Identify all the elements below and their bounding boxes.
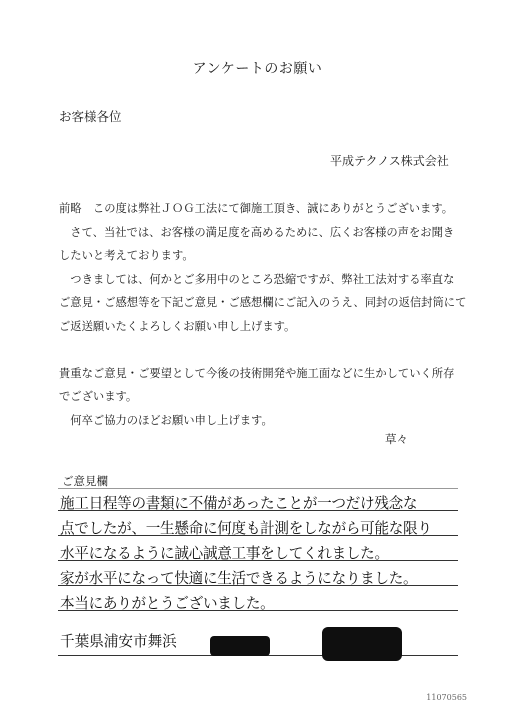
- feedback-section-label: ご意見欄: [62, 474, 108, 488]
- letter-body: [59, 197, 466, 432]
- handwritten-line: 水平になるように誠心誠意工事をしてくれました。: [60, 545, 389, 562]
- body-line: 貴重なご意見・ご要望として今後の技術開発や施工面などに生かしていく所存: [59, 366, 455, 380]
- document-title: アンケートのお願い: [192, 61, 323, 77]
- redacted-signature-block: [322, 627, 402, 661]
- body-line: ご意見・ご感想等を下記ご意見・ご感想欄にご記入のうえ、同封の返信封筒にて: [59, 296, 467, 309]
- body-line: 何卒ご協力のほどお願い申し上げます。: [59, 413, 273, 427]
- body-line: したいと考えております。: [59, 249, 194, 262]
- company-name: 平成テクノス株式会社: [330, 154, 449, 168]
- handwritten-line: 点でしたが、一生懸命に何度も計測をしながら可能な限り: [60, 520, 432, 537]
- body-line: ご返送願いたくよろしくお願い申し上げます。: [59, 319, 296, 333]
- redacted-name-block: [210, 636, 270, 656]
- signature-location: 千葉県浦安市舞浜: [60, 633, 177, 650]
- handwritten-line: 本当にありがとうございました。: [60, 595, 275, 612]
- body-line: でございます。: [59, 390, 138, 403]
- body-line: [59, 338, 466, 362]
- body-line: つきましては、何かとご多用中のところ恐縮ですが、弊社工法対する率直な: [59, 272, 455, 286]
- handwritten-line: 家が水平になって快適に生活できるようになりました。: [60, 570, 418, 587]
- serial-number: 11070565: [426, 693, 467, 702]
- body-line: 前略 この度は弊社ＪＯＧ工法にて御施工頂き、誠にありがとうございます。: [59, 202, 454, 215]
- feedback-label-underline: [58, 488, 458, 489]
- closing-word: 草々: [385, 432, 408, 446]
- addressee: お客様各位: [59, 109, 122, 124]
- body-line: さて、当社では、お客様の満足度を高めるために、広くお客様の声をお聞き: [59, 225, 455, 239]
- handwritten-line: 施工日程等の書類に不備があったことが一つだけ残念な: [60, 495, 418, 512]
